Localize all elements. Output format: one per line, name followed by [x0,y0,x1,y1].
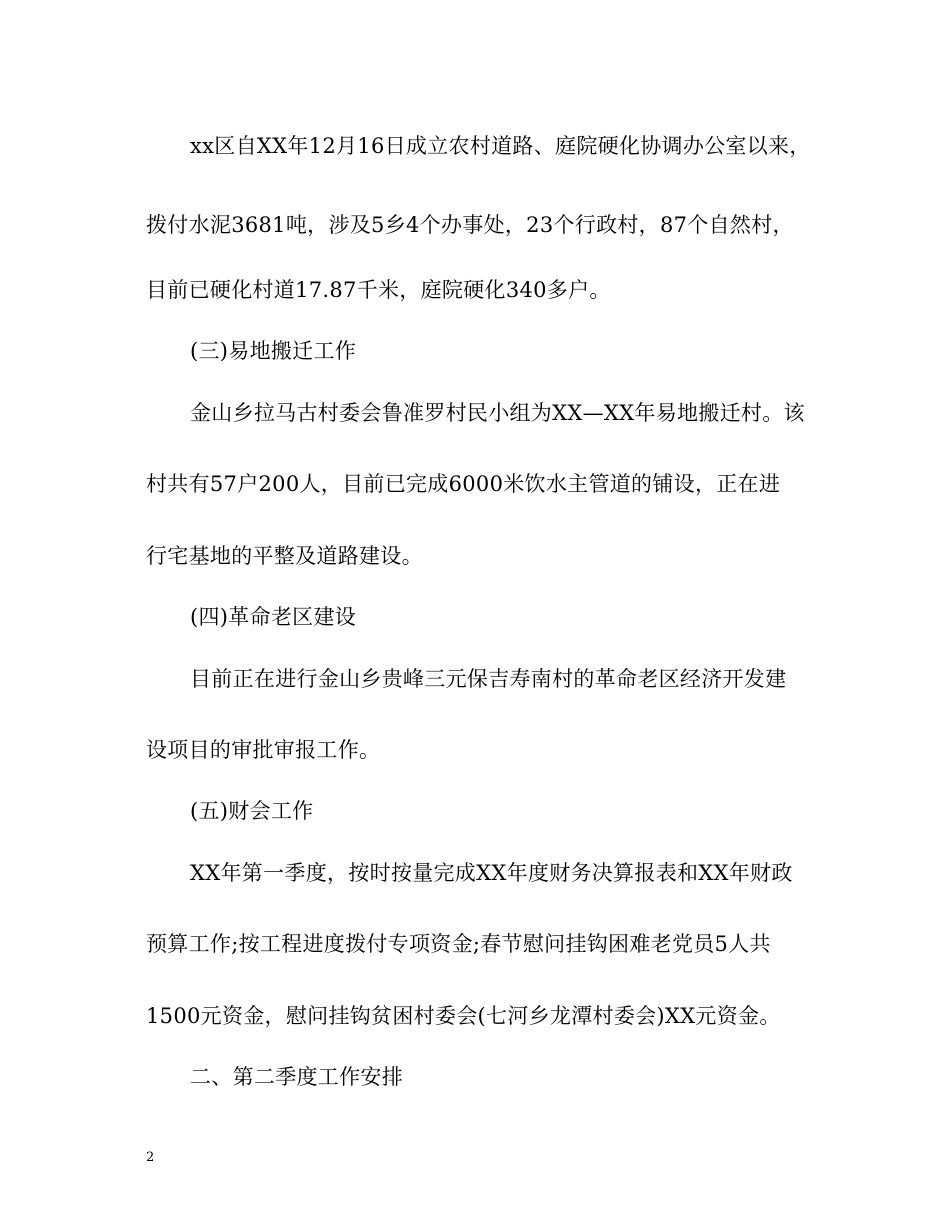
paragraph-line-3: 目前已硬化村道17.87千米，庭院硬化340多户。 [146,278,611,302]
paragraph-line-13: 预算工作;按工程进度拨付专项资金;春节慰问挂钩困难老党员5人共 [146,932,771,956]
section-heading-second-quarter: 二、第二季度工作安排 [190,1065,403,1089]
section-heading-relocation: (三)易地搬迁工作 [190,339,357,363]
section-heading-revolutionary-area: (四)革命老区建设 [190,605,357,629]
paragraph-line-9: 目前正在进行金山乡贵峰三元保吉寿南村的革命老区经济开发建 [190,667,787,691]
page-number: 2 [146,1150,155,1165]
paragraph-line-6: 村共有57户200人，目前已完成6000米饮水主管道的铺设，正在进 [146,472,781,496]
paragraph-line-2: 拨付水泥3681吨，涉及5乡4个办事处，23个行政村，87个自然村， [146,213,794,237]
paragraph-line-5: 金山乡拉马古村委会鲁准罗村民小组为XX—XX年易地搬迁村。该 [190,401,805,425]
paragraph-line-12: XX年第一季度，按时按量完成XX年度财务决算报表和XX年财政 [190,861,793,885]
paragraph-line-14: 1500元资金，慰问挂钩贫困村委会(七河乡龙潭村委会)XX元资金。 [146,1004,781,1028]
section-heading-finance: (五)财会工作 [190,799,314,823]
paragraph-line-7: 行宅基地的平整及道路建设。 [146,544,423,568]
paragraph-line-1: xx区自XX年12月16日成立农村道路、庭院硬化协调办公室以来， [190,134,811,158]
paragraph-line-10: 设项目的审批审报工作。 [146,738,381,762]
